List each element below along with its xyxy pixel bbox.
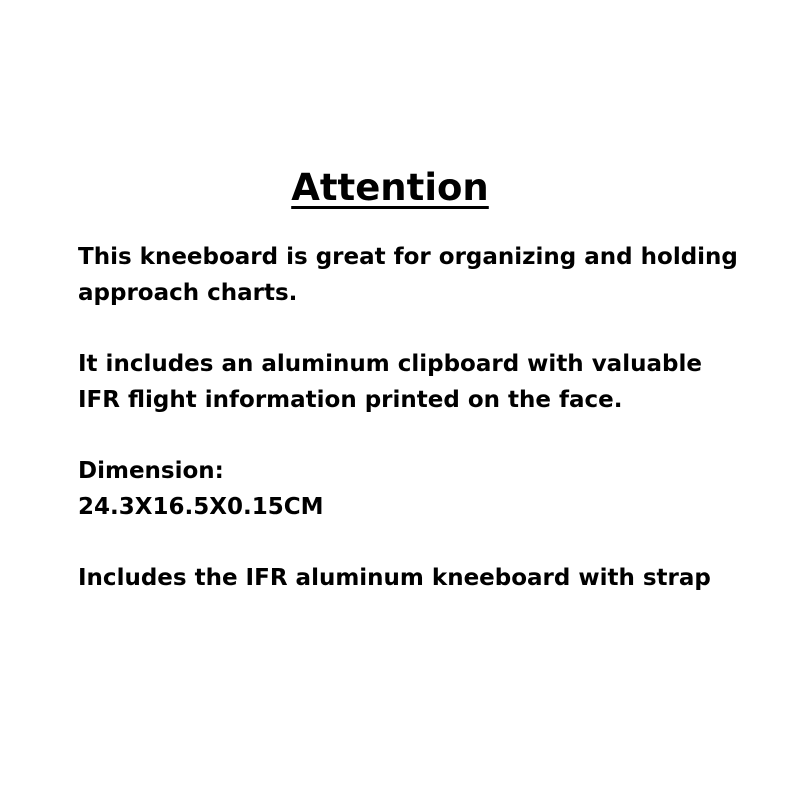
dimension-label: Dimension:	[78, 458, 224, 484]
body-text	[78, 239, 778, 596]
paragraph-line: It includes an aluminum clipboard with valuable	[78, 351, 702, 377]
paragraph-line: IFR flight information printed on the face.	[78, 387, 623, 413]
paragraph-package	[78, 560, 778, 596]
paragraph-description	[78, 239, 778, 311]
paragraph-line: Includes the IFR aluminum kneeboard with strap	[78, 565, 711, 591]
dimension-value: 24.3X16.5X0.15CM	[78, 494, 324, 520]
paragraph-line: This kneeboard is great for organizing and holding	[78, 244, 738, 270]
paragraph-line: approach charts.	[78, 280, 298, 306]
page-title: Attention	[291, 166, 489, 209]
paragraph-dimension	[78, 453, 778, 525]
paragraph-includes	[78, 346, 778, 418]
